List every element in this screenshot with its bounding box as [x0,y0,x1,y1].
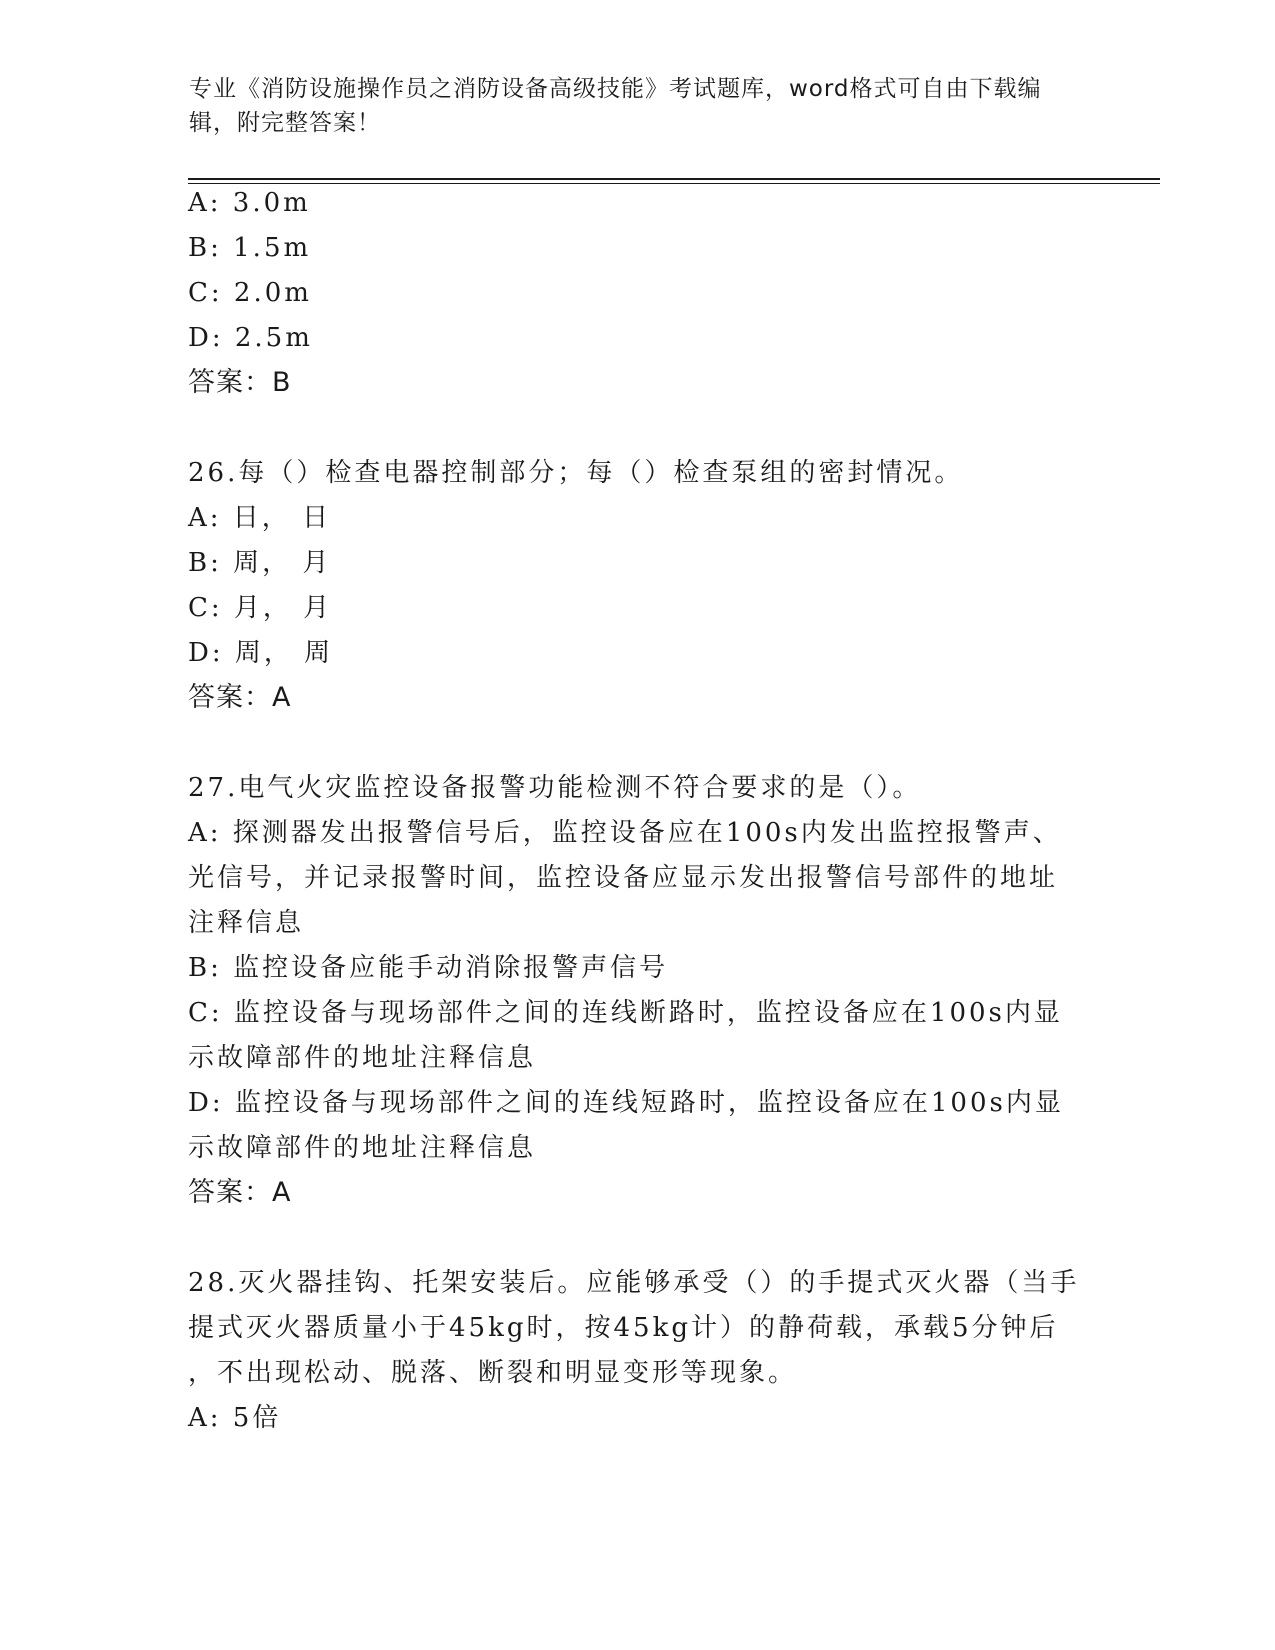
q25-option-a: A: 3.0m [188,188,311,218]
q25-answer: 答案：B [188,367,292,398]
q28-option-a: A: 5倍 [188,1403,282,1433]
q26-option-c: C: 月， 月 [188,593,333,623]
header-line-2: 辑，附完整答案！ [189,110,381,136]
q27-option-b: B: 监控设备应能手动消除报警声信号 [188,953,669,983]
header-line-1: 专业《消防设施操作员之消防设备高级技能》考试题库，word格式可自由下载编 [189,76,1042,102]
q26-answer: 答案：A [188,682,292,713]
q26-stem: 26.每（）检查电器控制部分；每（）检查泵组的密封情况。 [188,458,964,488]
q26-option-b: B: 周， 月 [188,548,332,578]
q27-option-a-line-1: A: 探测器发出报警信号后，监控设备应在100s内发出监控报警声、 [188,818,1062,848]
q26-option-a: A: 日， 日 [188,503,332,533]
q27-option-c-line-1: C: 监控设备与现场部件之间的连线断路时，监控设备应在100s内显 [188,998,1063,1028]
q25-option-d: D: 2.5m [188,323,313,353]
q27-option-a-line-3: 注释信息 [188,908,305,938]
q28-stem-line-2: 提式灭火器质量小于45kg时，按45kg计）的静荷载，承载5分钟后 [188,1313,1059,1343]
q25-option-c: C: 2.0m [188,278,312,308]
header-rule-thick [188,178,1160,180]
header-rule-thin [188,183,1160,184]
q27-stem: 27.电气火灾监控设备报警功能检测不符合要求的是（）。 [188,773,922,803]
q27-answer: 答案：A [188,1177,292,1208]
q26-option-d: D: 周， 周 [188,638,334,668]
q27-option-d-line-2: 示故障部件的地址注释信息 [188,1133,537,1163]
q27-option-d-line-1: D: 监控设备与现场部件之间的连线短路时，监控设备应在100s内显 [188,1088,1064,1118]
q25-option-b: B: 1.5m [188,233,312,263]
q27-option-c-line-2: 示故障部件的地址注释信息 [188,1043,537,1073]
q27-option-a-line-2: 光信号，并记录报警时间，监控设备应显示发出报警信号部件的地址 [188,863,1059,893]
document-header [189,72,1089,140]
q28-stem-line-3: ，不出现松动、脱落、断裂和明显变形等现象。 [188,1358,798,1388]
q28-stem-line-1: 28.灭火器挂钩、托架安装后。应能够承受（）的手提式灭火器（当手 [188,1268,1080,1298]
